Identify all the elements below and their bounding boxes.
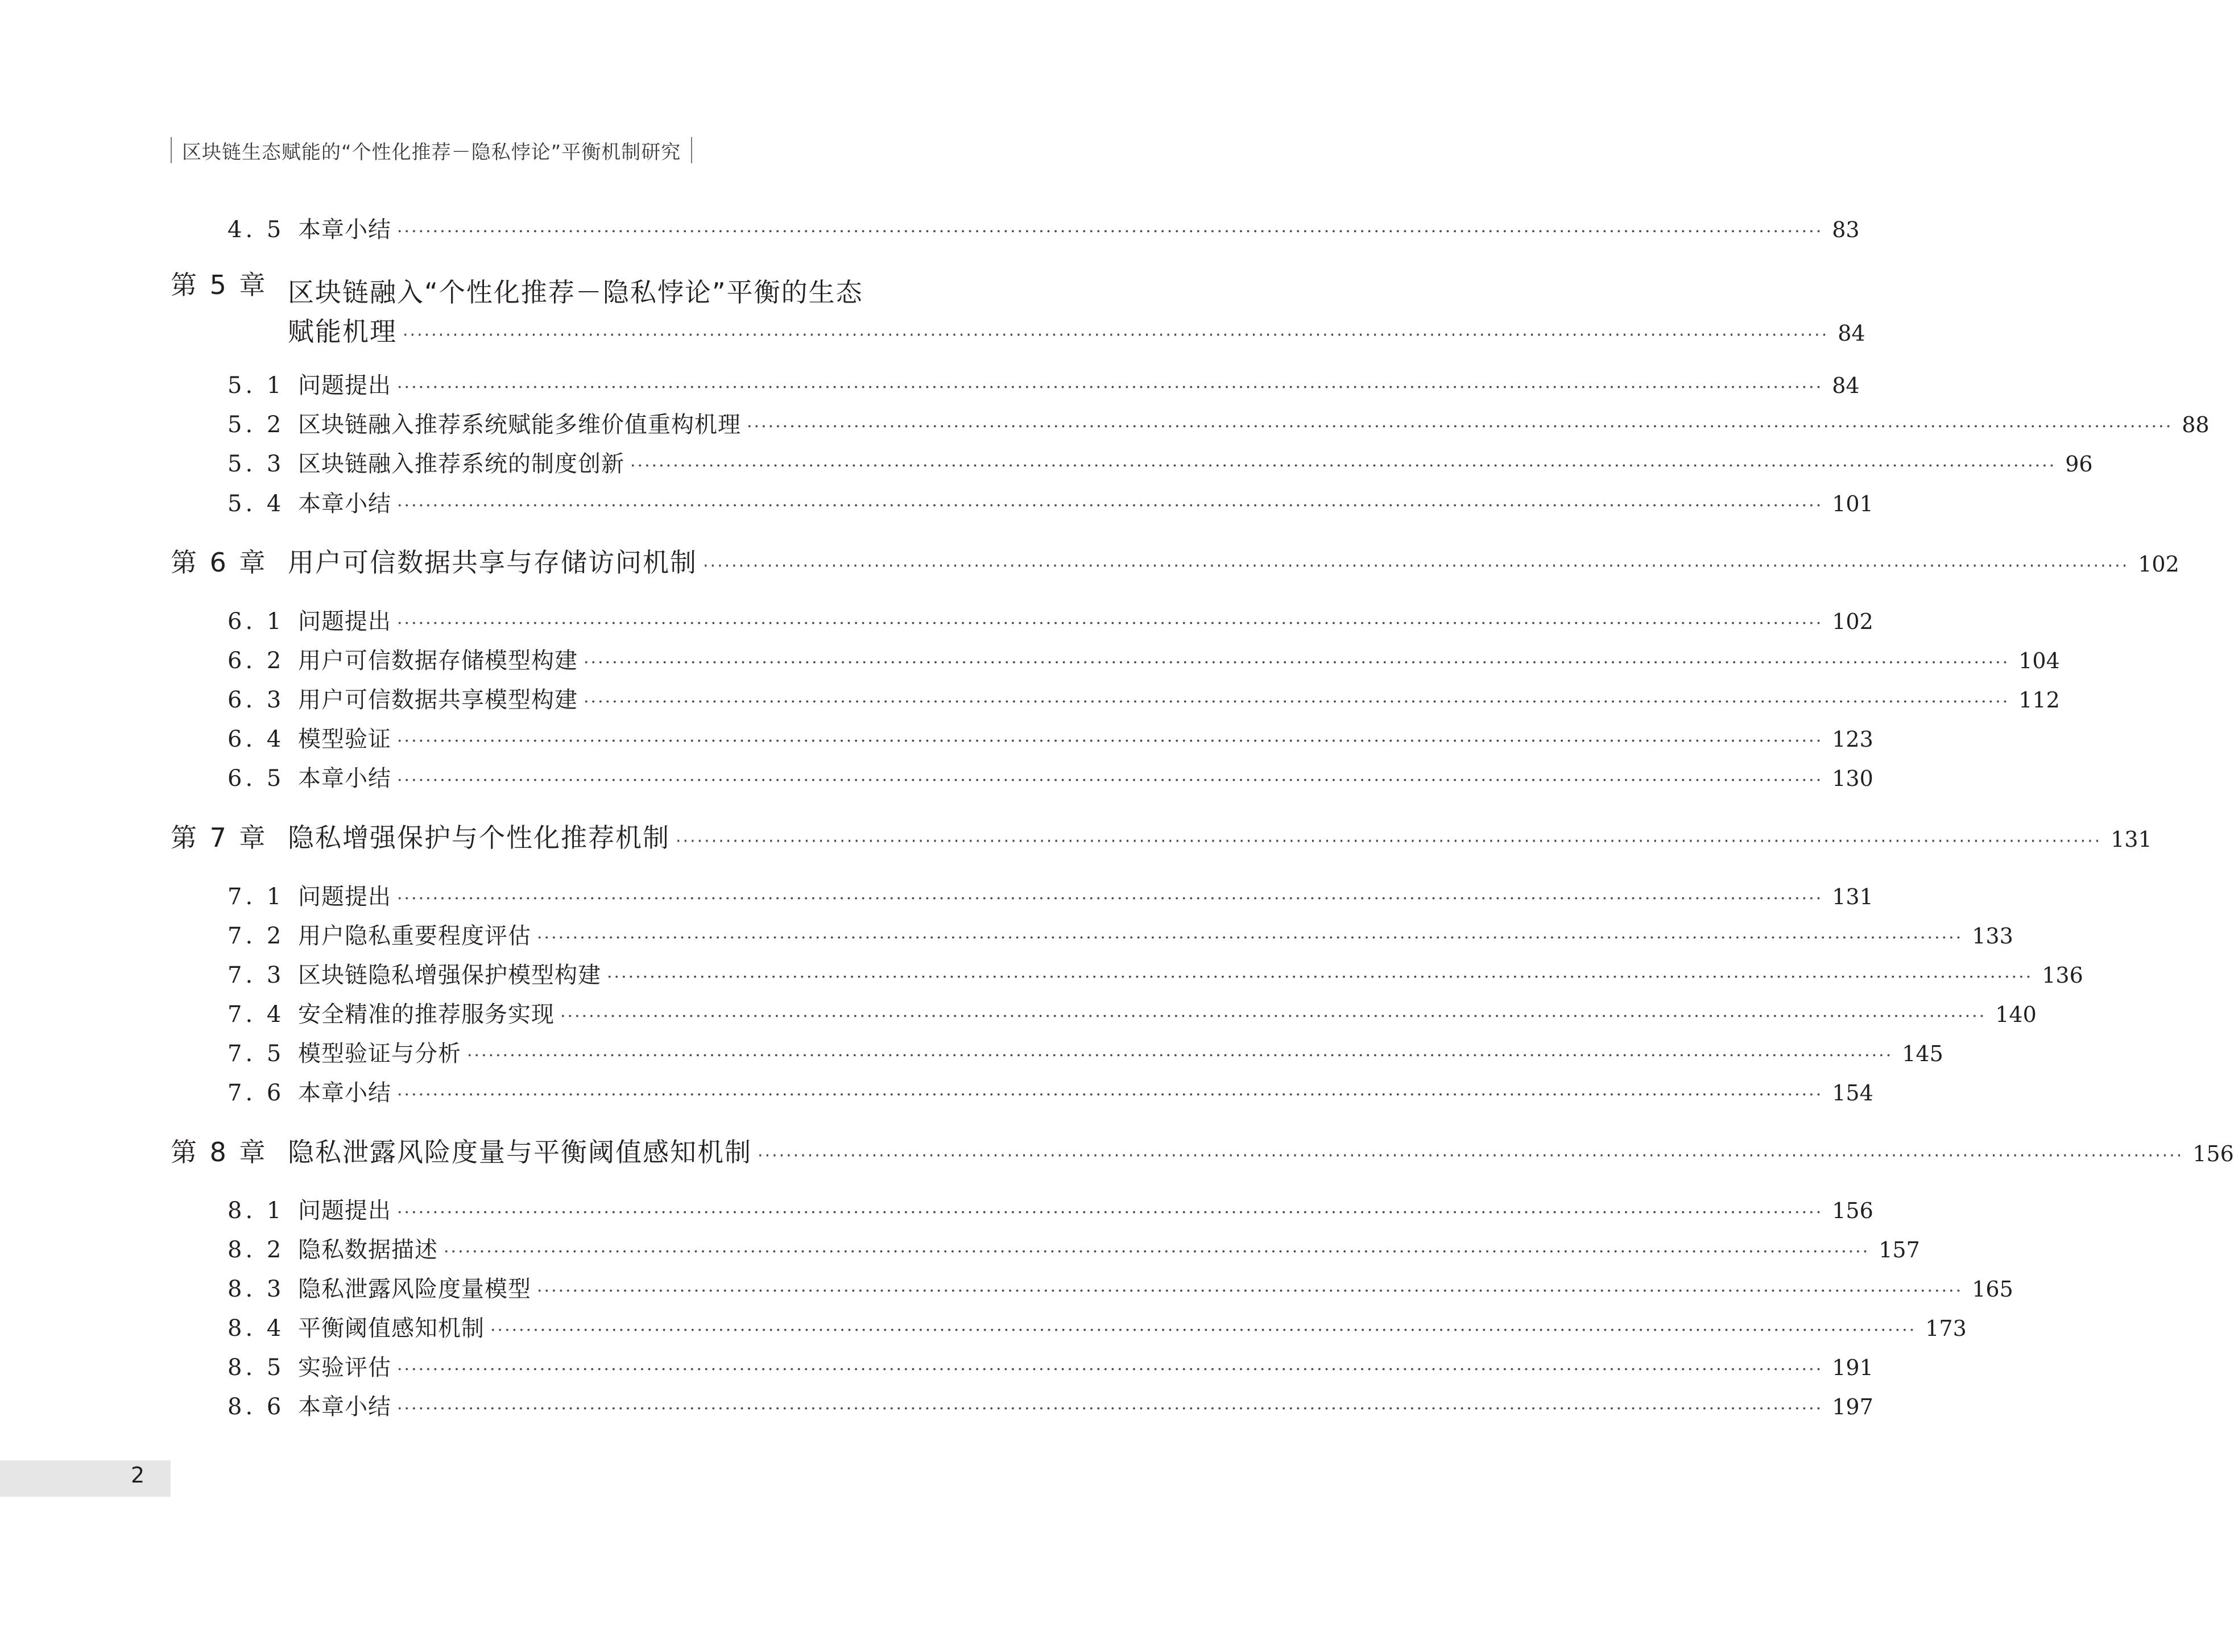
dot-leader: ········································································································································································································ (630, 456, 2057, 476)
section-number: 8. 2 (227, 1237, 285, 1263)
section-title: 用户可信数据存储模型构建 (298, 648, 578, 674)
dot-leader: ········································································································································································································ (584, 692, 2010, 712)
page-number: 102 (2138, 552, 2179, 577)
page-number: 101 (1832, 491, 1873, 516)
dot-leader: ········································································································································································································ (397, 1360, 1823, 1380)
section-title: 本章小结 (298, 1394, 391, 1420)
section-number: 8. 5 (227, 1355, 285, 1381)
section-number: 7. 2 (227, 923, 285, 949)
page-number: 191 (1832, 1355, 1873, 1380)
section-title: 模型验证 (298, 726, 391, 752)
chapter-number: 第 7 章 (171, 822, 268, 853)
page-number: 84 (1838, 321, 1865, 346)
section-number: 4. 5 (227, 217, 285, 243)
chapter-number: 第 8 章 (171, 1137, 268, 1167)
section-title: 问题提出 (298, 884, 391, 910)
page-number: 130 (1832, 766, 1873, 791)
section-title: 实验评估 (298, 1355, 391, 1381)
page-number: 104 (2018, 648, 2060, 673)
page-number: 88 (2182, 412, 2210, 437)
dot-leader: ········································································································································································································ (676, 831, 2102, 851)
section-title: 用户隐私重要程度评估 (298, 923, 531, 949)
section-number: 6. 2 (227, 648, 285, 674)
section-number: 6. 3 (227, 687, 285, 713)
section-title: 隐私数据描述 (298, 1237, 438, 1263)
section-number: 8. 6 (227, 1394, 285, 1420)
chapter-title-line-2: 赋能机理 (288, 316, 397, 347)
dot-leader: ········································································································································································································ (467, 1046, 1893, 1066)
dot-leader: ········································································································································································································ (397, 614, 1823, 634)
section-title: 问题提出 (298, 372, 391, 399)
section-number: 7. 5 (227, 1041, 285, 1067)
chapter-title: 隐私泄露风险度量与平衡阈值感知机制 (288, 1137, 752, 1167)
section-number: 5. 1 (227, 372, 285, 399)
section-title: 区块链融入推荐系统赋能多维价值重构机理 (298, 412, 741, 438)
section-number: 8. 1 (227, 1198, 285, 1224)
section-title: 平衡阈值感知机制 (298, 1315, 485, 1342)
section-title: 本章小结 (298, 491, 391, 517)
section-number: 6. 4 (227, 726, 285, 752)
section-number: 7. 3 (227, 962, 285, 988)
page-number: 133 (1972, 924, 2013, 949)
dot-leader: ········································································································································································································ (397, 889, 1823, 909)
dot-leader: ········································································································································································································ (403, 325, 1829, 345)
section-title: 本章小结 (298, 1080, 391, 1106)
section-title: 本章小结 (298, 765, 391, 792)
dot-leader: ········································································································································································································ (537, 928, 1963, 948)
dot-leader: ········································································································································································································ (397, 1399, 1823, 1419)
section-number: 8. 3 (227, 1276, 285, 1302)
chapter-5-title-line-1[interactable]: 区块链融入“个性化推荐－隐私悖论”平衡的生态 (288, 277, 863, 308)
folio-page-number: 2 (131, 1463, 145, 1488)
section-title: 问题提出 (298, 1198, 391, 1224)
page-number: 102 (1832, 609, 1873, 634)
page-number: 96 (2065, 452, 2093, 477)
dot-leader: ········································································································································································································ (537, 1281, 1963, 1301)
page-number: 165 (1972, 1277, 2013, 1302)
page-number: 131 (1832, 884, 1873, 909)
section-title: 安全精准的推荐服务实现 (298, 1001, 555, 1028)
section-number: 7. 6 (227, 1080, 285, 1106)
page-number: 157 (1879, 1237, 1920, 1262)
section-number: 6. 5 (227, 765, 285, 792)
section-title: 隐私泄露风险度量模型 (298, 1276, 531, 1302)
running-title: 区块链生态赋能的“个性化推荐－隐私悖论”平衡机制研究 (182, 140, 681, 164)
page-number: 197 (1832, 1394, 1873, 1419)
dot-leader: ········································································································································································································ (397, 222, 1823, 242)
chapter-title: 隐私增强保护与个性化推荐机制 (288, 822, 670, 853)
section-number: 7. 4 (227, 1001, 285, 1028)
section-title: 本章小结 (298, 217, 391, 243)
page-number-band (0, 1460, 171, 1497)
page-number: 136 (2042, 963, 2083, 988)
chapter-number: 第 6 章 (171, 547, 268, 578)
section-number: 6. 1 (227, 608, 285, 635)
page-number: 145 (1902, 1041, 1943, 1066)
page-number: 83 (1832, 217, 1860, 242)
section-number: 7. 1 (227, 884, 285, 910)
section-number: 8. 4 (227, 1315, 285, 1342)
section-number: 5. 2 (227, 412, 285, 438)
dot-leader: ········································································································································································································ (607, 967, 2033, 987)
dot-leader: ········································································································································································································ (747, 417, 2173, 437)
dot-leader: ········································································································································································································ (397, 496, 1823, 516)
page-number: 123 (1832, 727, 1873, 752)
page-number: 140 (1995, 1002, 2037, 1027)
page-number: 84 (1832, 373, 1860, 398)
page-number: 173 (1925, 1316, 1967, 1341)
dot-leader: ········································································································································································································ (703, 556, 2129, 576)
dot-leader: ········································································································································································································ (397, 1085, 1823, 1105)
dot-leader: ········································································································································································································ (397, 1203, 1823, 1223)
page-number: 156 (2192, 1141, 2234, 1166)
page-number: 154 (1832, 1080, 1873, 1106)
section-title: 区块链融入推荐系统的制度创新 (298, 451, 624, 477)
section-title: 用户可信数据共享模型构建 (298, 687, 578, 713)
dot-leader: ········································································································································································································ (560, 1007, 1987, 1026)
section-number: 5. 3 (227, 451, 285, 477)
page-number: 112 (2018, 688, 2060, 713)
dot-leader: ········································································································································································································ (584, 653, 2010, 673)
dot-leader: ········································································································································································································ (397, 771, 1823, 790)
dot-leader: ········································································································································································································ (397, 731, 1823, 751)
chapter-number: 第 5 章 (171, 270, 268, 300)
dot-leader: ········································································································································································································ (758, 1146, 2184, 1166)
dot-leader: ········································································································································································································ (490, 1320, 1917, 1340)
page-number: 156 (1832, 1198, 1873, 1223)
dot-leader: ········································································································································································································ (444, 1242, 1870, 1262)
section-number: 5. 4 (227, 491, 285, 517)
section-title: 问题提出 (298, 608, 391, 635)
page-number: 131 (2111, 827, 2152, 852)
dot-leader: ········································································································································································································ (397, 378, 1823, 398)
section-title: 模型验证与分析 (298, 1041, 461, 1067)
section-title: 区块链隐私增强保护模型构建 (298, 962, 601, 988)
chapter-title: 用户可信数据共享与存储访问机制 (288, 547, 697, 578)
